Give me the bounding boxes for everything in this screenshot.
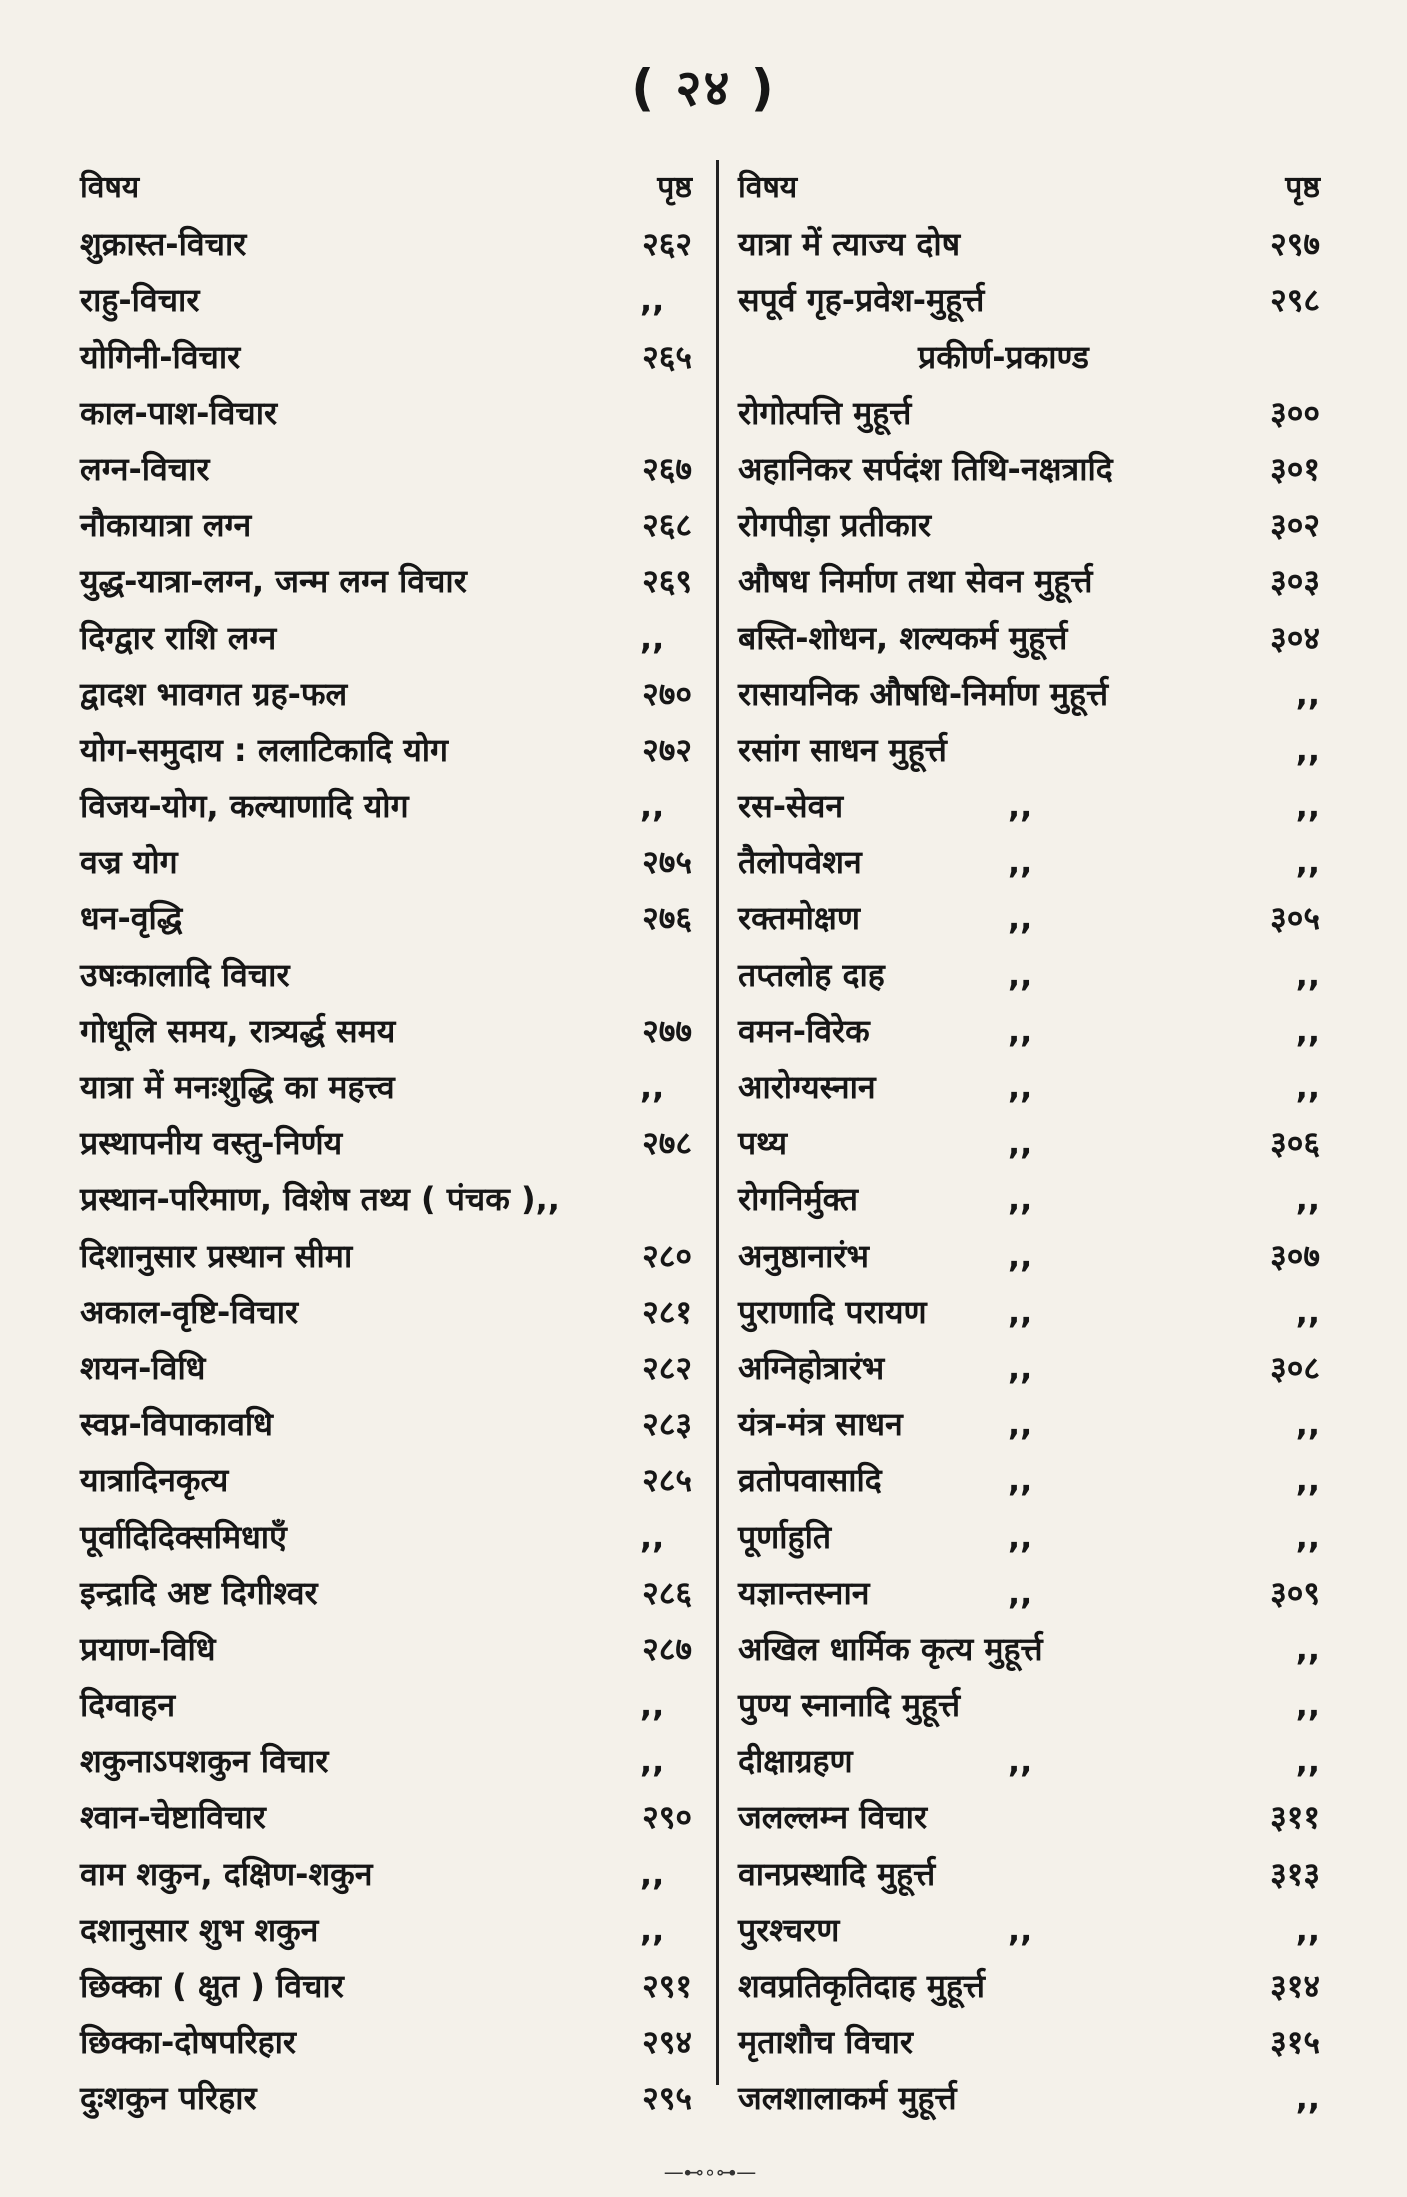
- entry-page-number: ३०४: [1270, 618, 1320, 657]
- entry-title: शकुनाऽपशकुन विचार: [80, 1742, 329, 1781]
- toc-entry: [738, 1115, 1320, 1171]
- page-heading: पृष्ठ: [657, 170, 692, 205]
- column-divider: [716, 160, 719, 2085]
- entry-title: यात्रा में मनःशुद्धि का महत्त्व: [80, 1068, 395, 1106]
- ditto-mark: ,,: [1008, 1573, 1033, 1612]
- entry-page-number: २९१: [642, 1967, 692, 2005]
- entry-title: दिग्द्वार राशि लग्न: [80, 618, 277, 657]
- entry-page-number: ,,: [1295, 1461, 1320, 1500]
- entry-title: औषध निर्माण तथा सेवन मुहूर्त्त: [738, 562, 1093, 601]
- entry-page-number: ३०३: [1270, 562, 1320, 601]
- ditto-mark: ,,: [640, 1517, 665, 1556]
- entry-title: वानप्रस्थादि मुहूर्त्त: [738, 1854, 936, 1893]
- ditto-mark: ,,: [1008, 1011, 1033, 1050]
- entry-page-number: ,,: [1295, 2079, 1320, 2118]
- entry-title: दुःशकुन परिहार: [80, 2079, 257, 2118]
- entry-title: शवप्रतिकृतिदाह मुहूर्त्त: [738, 1967, 986, 2005]
- entry-page-number: ३१३: [1270, 1854, 1320, 1893]
- entry-page-number: ३०५: [1270, 899, 1320, 938]
- entry-title: काल-पाश-विचार: [80, 393, 278, 432]
- toc-entry: [738, 1171, 1320, 1227]
- entry-page-number: ३०२: [1270, 506, 1320, 545]
- entry-title: रसांग साधन मुहूर्त्त: [738, 730, 947, 769]
- toc-entry: [80, 1958, 692, 2014]
- entry-page-number: २९५: [642, 2079, 692, 2118]
- toc-entry: [738, 1958, 1320, 2014]
- toc-entry: [738, 1565, 1320, 1621]
- toc-entry: [738, 1228, 1320, 1284]
- entry-title: लग्न-विचार: [80, 449, 210, 488]
- ditto-mark: ,,: [1008, 1292, 1033, 1331]
- entry-page-number: २९८: [1270, 281, 1320, 320]
- toc-entry: [80, 441, 692, 497]
- entry-page-number: ,,: [1295, 787, 1320, 826]
- entry-page-number: ,,: [1295, 1742, 1320, 1781]
- entry-page-number: ,,: [1295, 843, 1320, 882]
- toc-entry: [80, 890, 692, 946]
- entry-title: पुरश्चरण: [738, 1910, 840, 1949]
- toc-entry: [738, 385, 1320, 441]
- entry-title: रोगोत्पत्ति मुहूर्त्त: [738, 393, 912, 432]
- toc-entry: [80, 553, 692, 609]
- entry-title: अनुष्ठानारंभ: [738, 1236, 869, 1275]
- entry-title: रक्तमोक्षण: [738, 899, 860, 938]
- entry-page-number: २९०: [642, 1798, 692, 1837]
- toc-entry: [80, 722, 692, 778]
- entry-page-number: २७६: [642, 899, 692, 938]
- entry-title: जलल्लम्न विचार: [738, 1798, 928, 1837]
- toc-entry: [80, 1677, 692, 1733]
- entry-title: पूर्वादिदिक्समिधाएँ: [80, 1517, 287, 1556]
- entry-page-number: २६९: [642, 562, 692, 601]
- entry-page-number: २७०: [642, 674, 692, 713]
- toc-entry: [80, 1340, 692, 1396]
- entry-page-number: ,,: [1295, 955, 1320, 994]
- entry-title: जलशालाकर्म मुहूर्त्त: [738, 2079, 957, 2118]
- entry-title: दिशानुसार प्रस्थान सीमा: [80, 1236, 353, 1275]
- toc-entry: [738, 1509, 1320, 1565]
- entry-title: नौकायात्रा लग्न: [80, 506, 252, 545]
- entry-title: उषःकालादि विचार: [80, 955, 290, 994]
- entry-title: सपूर्व गृह-प्रवेश-मुहूर्त्त: [738, 281, 985, 320]
- entry-title: प्रस्थापनीय वस्तु-निर्णय: [80, 1124, 343, 1163]
- toc-entry: [738, 610, 1320, 666]
- entry-title: राहु-विचार: [80, 281, 200, 320]
- entry-page-number: ३०१: [1270, 449, 1320, 488]
- toc-entry: [80, 2070, 692, 2126]
- entry-title: योगिनी-विचार: [80, 337, 241, 376]
- entry-page-number: ३०६: [1270, 1124, 1320, 1163]
- entry-title: वाम शकुन, दक्षिण-शकुन: [80, 1854, 373, 1893]
- toc-entry: [738, 666, 1320, 722]
- toc-entry: [80, 2014, 692, 2070]
- entry-title: पुराणादि परायण: [738, 1292, 927, 1331]
- entry-title: शयन-विधि: [80, 1348, 206, 1387]
- toc-entry: [738, 497, 1320, 553]
- toc-entry: [738, 722, 1320, 778]
- ditto-mark: ,,: [1008, 787, 1033, 826]
- entry-page-number: ,,: [1295, 1910, 1320, 1949]
- entry-title: द्वादश भावगत ग्रह-फल: [80, 674, 348, 713]
- section-heading: [738, 329, 1320, 385]
- entry-title: अखिल धार्मिक कृत्य मुहूर्त्त: [738, 1629, 1043, 1668]
- entry-page-number: ,,: [1295, 674, 1320, 713]
- column-header: [738, 160, 1320, 216]
- toc-entry: [80, 216, 692, 272]
- toc-entry: [738, 1003, 1320, 1059]
- ditto-mark: ,,: [1008, 1517, 1033, 1556]
- entry-title: छिक्का-दोषपरिहार: [80, 2023, 297, 2062]
- end-ornament: —⊷∘⊶—: [663, 2160, 757, 2184]
- ditto-mark: ,,: [1008, 1348, 1033, 1387]
- toc-entry: [738, 553, 1320, 609]
- entry-page-number: ,,: [1295, 1405, 1320, 1444]
- toc-entry: [738, 778, 1320, 834]
- ditto-mark: ,,: [1008, 1910, 1033, 1949]
- page-number: ( २४ ): [631, 59, 776, 117]
- entry-page-number: ,,: [1295, 1517, 1320, 1556]
- entry-title: दिग्वाहन: [80, 1686, 176, 1725]
- ditto-mark: ,,: [1008, 843, 1033, 882]
- toc-entry: [80, 1789, 692, 1845]
- toc-entry: [738, 947, 1320, 1003]
- entry-page-number: ३१४: [1270, 1967, 1320, 2005]
- toc-entry: [80, 497, 692, 553]
- toc-left-column: [80, 160, 692, 2127]
- entry-title: मृताशौच विचार: [738, 2023, 913, 2062]
- entry-title: आरोग्यस्नान: [738, 1068, 876, 1106]
- entry-page-number: २६२: [642, 225, 692, 264]
- entry-title: रोगपीड़ा प्रतीकार: [738, 506, 932, 545]
- entry-page-number: ,,: [1295, 1068, 1320, 1106]
- entry-page-number: ३०७: [1270, 1236, 1320, 1275]
- entry-page-number: २७५: [642, 843, 692, 882]
- entry-page-number: २६५: [642, 337, 692, 376]
- entry-page-number: २९७: [1270, 225, 1320, 264]
- toc-entry: [80, 1733, 692, 1789]
- entry-page-number: २८६: [642, 1573, 692, 1612]
- entry-title: गोधूलि समय, रात्र्यर्द्ध समय: [80, 1011, 396, 1050]
- entry-page-number: २७८: [642, 1124, 692, 1163]
- ditto-mark: ,,: [640, 1686, 665, 1725]
- page-heading: पृष्ठ: [1285, 170, 1320, 205]
- toc-entry: [80, 1509, 692, 1565]
- entry-title: यंत्र-मंत्र साधन: [738, 1405, 903, 1444]
- entry-page-number: २८७: [642, 1629, 692, 1668]
- entry-page-number: ३१५: [1270, 2023, 1320, 2062]
- entry-page-number: २८३: [642, 1405, 692, 1444]
- entry-title: यात्रादिनकृत्य: [80, 1461, 229, 1500]
- entry-title: पुण्य स्नानादि मुहूर्त्त: [738, 1686, 961, 1725]
- ditto-mark: ,,: [640, 281, 665, 320]
- entry-page-number: ३०९: [1270, 1573, 1320, 1612]
- toc-entry: [80, 1846, 692, 1902]
- ditto-mark: ,,: [1008, 1124, 1033, 1163]
- toc-entry: [80, 329, 692, 385]
- ditto-mark: ,,: [1008, 899, 1033, 938]
- toc-entry: [80, 1396, 692, 1452]
- entry-page-number: २६८: [642, 506, 692, 545]
- toc-entry: [80, 666, 692, 722]
- entry-page-number: ,,: [1295, 1180, 1320, 1219]
- entry-page-number: २८५: [642, 1461, 692, 1500]
- entry-title: यात्रा में त्याज्य दोष: [738, 225, 961, 264]
- entry-page-number: २८१: [642, 1292, 692, 1331]
- entry-title: तप्तलोह दाह: [738, 955, 885, 994]
- entry-title: अकाल-वृष्टि-विचार: [80, 1292, 299, 1331]
- ditto-mark: ,,: [1008, 955, 1033, 994]
- entry-page-number: ३०८: [1270, 1348, 1320, 1387]
- toc-entry: [80, 1284, 692, 1340]
- entry-title: धन-वृद्धि: [80, 899, 183, 938]
- entry-title: छिक्का ( क्षुत ) विचार: [80, 1967, 344, 2005]
- toc-entry: [80, 1902, 692, 1958]
- ditto-mark: ,,: [1008, 1405, 1033, 1444]
- toc-entry: [80, 272, 692, 328]
- entry-title: रासायनिक औषधि-निर्माण मुहूर्त्त: [738, 674, 1109, 713]
- subject-heading: विषय: [738, 170, 798, 205]
- entry-title: पूर्णाहुति: [738, 1517, 832, 1556]
- entry-page-number: २६७: [642, 449, 692, 488]
- entry-title: तैलोपवेशन: [738, 843, 862, 882]
- toc-entry: [80, 1171, 692, 1227]
- ditto-mark: ,,: [640, 1742, 665, 1781]
- toc-entry: [738, 2014, 1320, 2070]
- toc-entry: [738, 890, 1320, 946]
- entry-title: युद्ध-यात्रा-लग्न, जन्म लग्न विचार: [80, 562, 467, 601]
- ditto-mark: ,,: [640, 1854, 665, 1893]
- entry-page-number: २७२: [642, 730, 692, 769]
- ditto-mark: ,,: [640, 618, 665, 657]
- ditto-mark: ,,: [1008, 1180, 1033, 1219]
- ditto-mark: ,,: [640, 1068, 665, 1106]
- toc-entry: [738, 1677, 1320, 1733]
- toc-entry: [80, 610, 692, 666]
- toc-entry: [738, 1902, 1320, 1958]
- entry-page-number: ,,: [1295, 1686, 1320, 1725]
- entry-title: इन्द्रादि अष्ट दिगीश्वर: [80, 1573, 318, 1612]
- toc-entry: [738, 1284, 1320, 1340]
- toc-entry: [80, 834, 692, 890]
- entry-page-number: २८०: [642, 1236, 692, 1275]
- toc-entry: [738, 1059, 1320, 1115]
- toc-entry: [80, 1565, 692, 1621]
- ditto-mark: ,,: [1008, 1068, 1033, 1106]
- ditto-mark: ,,: [1008, 1742, 1033, 1781]
- toc-entry: [80, 778, 692, 834]
- entry-title: योग-समुदाय : ललाटिकादि योग: [80, 730, 449, 769]
- entry-title: दशानुसार शुभ शकुन: [80, 1910, 319, 1949]
- toc-entry: [738, 441, 1320, 497]
- toc-entry: [738, 1789, 1320, 1845]
- entry-page-number: ,,: [1295, 1629, 1320, 1668]
- entry-page-number: २८२: [642, 1348, 692, 1387]
- ditto-mark: ,,: [640, 787, 665, 826]
- entry-title: वमन-विरेक: [738, 1011, 870, 1050]
- entry-title: विजय-योग, कल्याणादि योग: [80, 787, 409, 826]
- ditto-mark: ,,: [1008, 1461, 1033, 1500]
- entry-title: रस-सेवन: [738, 787, 844, 826]
- entry-title: रोगनिर्मुक्त: [738, 1180, 858, 1219]
- entry-title: प्रकीर्ण-प्रकाण्ड: [918, 337, 1089, 376]
- entry-title: स्वप्न-विपाकावधि: [80, 1405, 273, 1444]
- toc-entry: [80, 1228, 692, 1284]
- toc-entry: [738, 272, 1320, 328]
- entry-title: वज्र योग: [80, 843, 178, 882]
- toc-entry: [738, 216, 1320, 272]
- toc-entry: [80, 1621, 692, 1677]
- ditto-mark: ,,: [640, 1910, 665, 1949]
- toc-entry: [80, 947, 692, 1003]
- entry-title: बस्ति-शोधन, शल्यकर्म मुहूर्त्त: [738, 618, 1068, 657]
- toc-entry: [80, 1115, 692, 1171]
- toc-entry: [80, 1059, 692, 1115]
- entry-page-number: २९४: [642, 2023, 692, 2062]
- entry-title: अहानिकर सर्पदंश तिथि-नक्षत्रादि: [738, 449, 1113, 488]
- column-header: [80, 160, 692, 216]
- entry-page-number: ,,: [1295, 730, 1320, 769]
- toc-entry: [80, 1003, 692, 1059]
- entry-title: यज्ञान्तस्नान: [738, 1573, 870, 1612]
- toc-entry: [738, 1733, 1320, 1789]
- entry-title: श्वान-चेष्टाविचार: [80, 1798, 266, 1837]
- entry-title: पथ्य: [738, 1124, 788, 1163]
- entry-page-number: ३११: [1270, 1798, 1320, 1837]
- entry-title: व्रतोपवासादि: [738, 1461, 882, 1500]
- entry-title: प्रस्थान-परिमाण, विशेष तथ्य ( पंचक ),,: [80, 1180, 560, 1219]
- entry-page-number: २७७: [642, 1011, 692, 1050]
- entry-page-number: ३००: [1270, 393, 1320, 432]
- toc-entry: [80, 1452, 692, 1508]
- toc-entry: [80, 385, 692, 441]
- toc-entry: [738, 1846, 1320, 1902]
- entry-title: प्रयाण-विधि: [80, 1629, 216, 1668]
- toc-entry: [738, 1452, 1320, 1508]
- subject-heading: विषय: [80, 170, 140, 205]
- toc-entry: [738, 1396, 1320, 1452]
- toc-right-column: [738, 160, 1320, 2127]
- entry-title: अग्निहोत्रारंभ: [738, 1348, 885, 1387]
- toc-entry: [738, 834, 1320, 890]
- toc-entry: [738, 1340, 1320, 1396]
- toc-entry: [738, 2070, 1320, 2126]
- entry-page-number: ,,: [1295, 1011, 1320, 1050]
- ditto-mark: ,,: [1008, 1236, 1033, 1275]
- entry-title: दीक्षाग्रहण: [738, 1742, 853, 1781]
- toc-entry: [738, 1621, 1320, 1677]
- entry-page-number: ,,: [1295, 1292, 1320, 1331]
- entry-title: शुक्रास्त-विचार: [80, 225, 247, 264]
